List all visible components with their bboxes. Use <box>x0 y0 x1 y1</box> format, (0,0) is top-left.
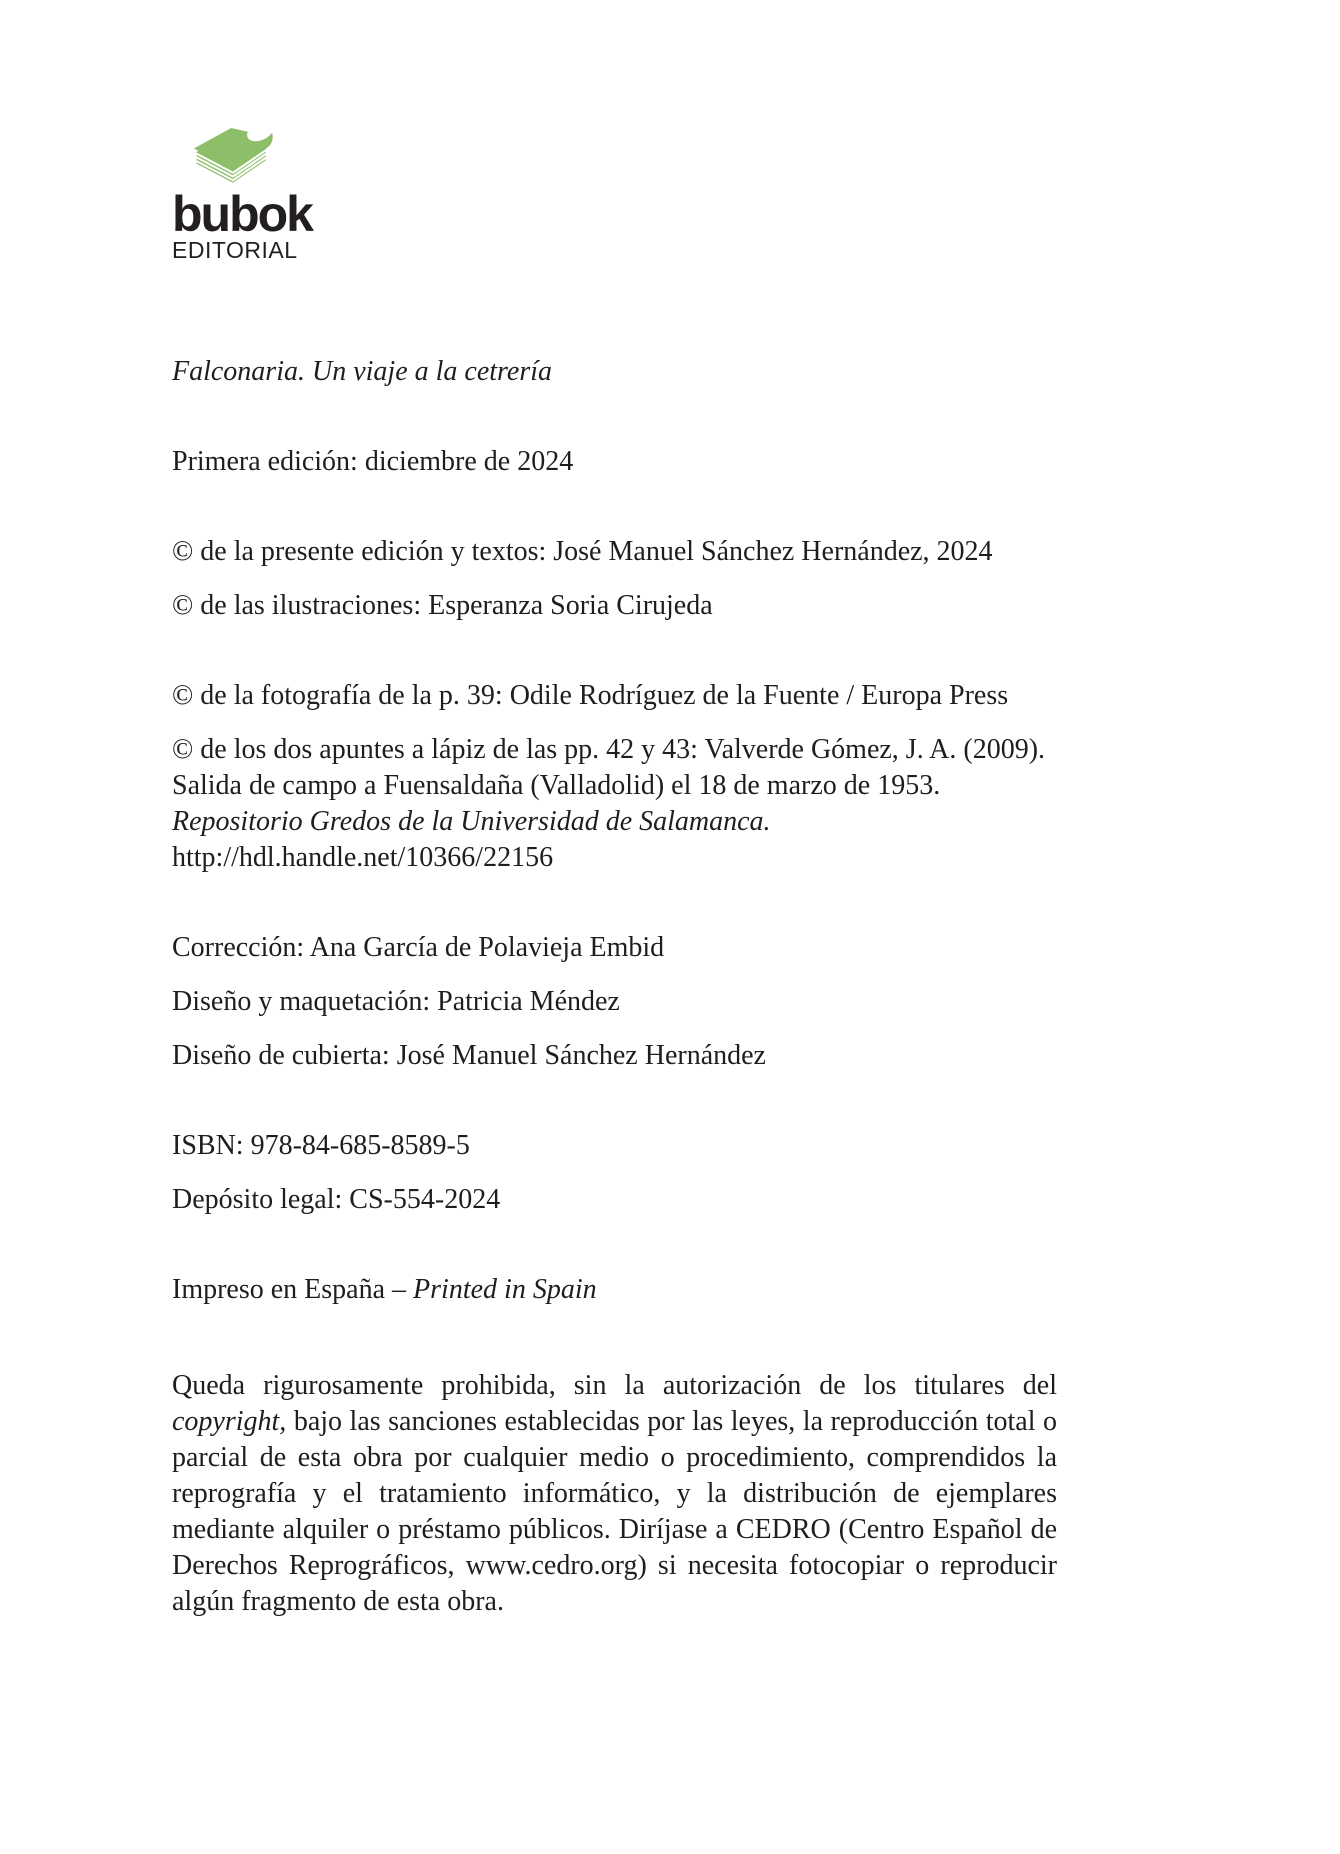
brand-name: bubok <box>172 186 312 242</box>
paper-stack-icon <box>192 126 1057 186</box>
book-title: Falconaria. Un viaje a la cetrería <box>172 356 552 387</box>
isbn-line: ISBN: 978-84-685-8589-5 <box>172 1130 470 1161</box>
bubok-logo <box>172 126 1057 262</box>
correction-line: Corrección: Ana García de Polavieja Embid <box>172 932 665 963</box>
copyright-sketches-paragraph: © de los dos apuntes a lápiz de las pp. 42 y 43: Valverde Gómez, J. A. (2009). Salida de campo a Fuensaldaña (Valladolid) el 18 de marzo de 1953. Repositorio Gredos de la Universidad de Salamanca. http://hdl.handle.net/10366/22156 <box>172 734 1046 873</box>
copyright-photo-line: © de la fotografía de la p. 39: Odile Rodríguez de la Fuente / Europa Press <box>172 680 1009 711</box>
legal-deposit-line: Depósito legal: CS-554-2024 <box>172 1184 501 1215</box>
copyright-illustrations-line: © de las ilustraciones: Esperanza Soria Cirujeda <box>172 590 713 621</box>
copyright-edition-line: © de la presente edición y textos: José Manuel Sánchez Hernández, 2024 <box>172 536 993 567</box>
printed-in-spain-line: Impreso en España – Printed in Spain <box>172 1274 597 1305</box>
rights-notice-paragraph: Queda rigurosamente prohibida, sin la autorización de los titulares del copyright, bajo las sanciones establecidas por las leyes, la reproducción total o parcial de esta obra por cualquier medio o procedimiento, comprendidos la reprografía y el tratamiento informático, y la distribución de ejemplares mediante alquiler o préstamo públicos. Diríjase a CEDRO (Centro Español de Derechos Reprográficos, www.cedro.org) si necesita fotocopiar o reproducir algún fragmento de esta obra. <box>172 1370 1057 1617</box>
brand-tagline: EDITORIAL <box>172 237 298 263</box>
edition-line: Primera edición: diciembre de 2024 <box>172 446 574 477</box>
cover-design-line: Diseño de cubierta: José Manuel Sánchez Hernández <box>172 1040 766 1071</box>
design-layout-line: Diseño y maquetación: Patricia Méndez <box>172 986 620 1017</box>
